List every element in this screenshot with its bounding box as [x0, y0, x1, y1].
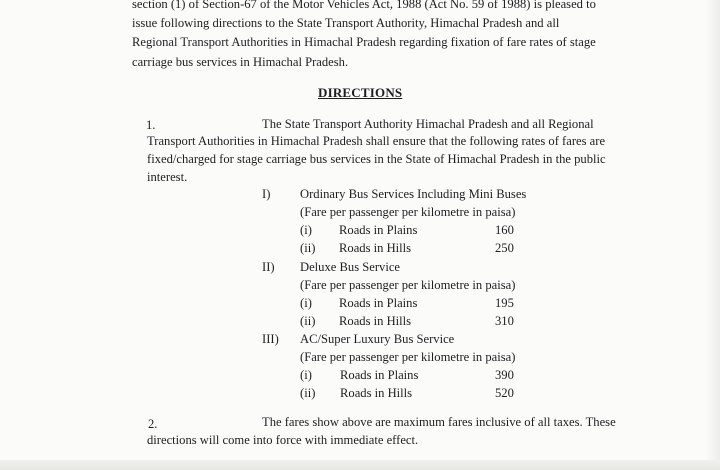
directions-heading: DIRECTIONS: [318, 85, 403, 100]
row-value: 310: [495, 314, 514, 328]
para1-line: Transport Authorities in Himachal Pradesh shall ensure that the following rates of fares are: [147, 134, 606, 148]
intro-line: section (1) of Section-67 of the Motor Vehicles Act, 1988 (Act No. 59 of 1988) is pleased to: [132, 0, 596, 11]
row-label: Roads in Hills: [340, 386, 413, 400]
para1-line: The State Transport Authority Himachal Pradesh and all Regional: [262, 117, 594, 131]
category-title: AC/Super Luxury Bus Service: [300, 332, 455, 346]
category-unit: (Fare per passenger per kilometre in paisa): [300, 278, 516, 292]
category-title: Deluxe Bus Service: [300, 260, 401, 274]
row-index: (ii): [300, 241, 316, 255]
category-unit: (Fare per passenger per kilometre in paisa): [300, 350, 516, 364]
intro-line: Regional Transport Authorities in Himachal Pradesh regarding fixation of fare rates of stage: [132, 35, 596, 49]
row-value: 160: [495, 223, 514, 237]
category-unit: (Fare per passenger per kilometre in paisa): [300, 205, 516, 219]
para2-line: The fares show above are maximum fares inclusive of all taxes. These: [262, 415, 616, 429]
para1-line: interest.: [147, 170, 188, 184]
page-edge-shadow: [706, 0, 720, 470]
row-value: 195: [495, 296, 514, 310]
row-index: (ii): [300, 386, 316, 400]
intro-line: carriage bus services in Himachal Pradesh.: [132, 55, 349, 69]
para1-number: 1.: [146, 118, 156, 132]
para2-number: 2.: [148, 417, 158, 431]
row-label: Roads in Hills: [339, 314, 412, 328]
intro-line: issue following directions to the State Transport Authority, Himachal Pradesh and all: [132, 16, 560, 30]
category-title: Ordinary Bus Services Including Mini Buses: [300, 187, 527, 201]
row-label: Roads in Plains: [339, 223, 418, 237]
category-numeral: I): [262, 187, 271, 201]
page-bottom-shadow: [0, 460, 720, 470]
row-value: 390: [495, 368, 514, 382]
row-index: (ii): [300, 314, 316, 328]
row-index: (i): [300, 296, 312, 310]
row-label: Roads in Hills: [339, 241, 412, 255]
row-label: Roads in Plains: [340, 368, 419, 382]
row-index: (i): [300, 368, 312, 382]
para2-line: directions will come into force with immediate effect.: [147, 433, 419, 447]
row-value: 520: [495, 386, 514, 400]
row-value: 250: [495, 241, 514, 255]
category-numeral: III): [262, 332, 279, 346]
category-numeral: II): [262, 260, 275, 274]
row-label: Roads in Plains: [339, 296, 418, 310]
row-index: (i): [300, 223, 312, 237]
para1-line: fixed/charged for stage carriage bus services in the State of Himachal Pradesh in the public: [147, 152, 606, 166]
